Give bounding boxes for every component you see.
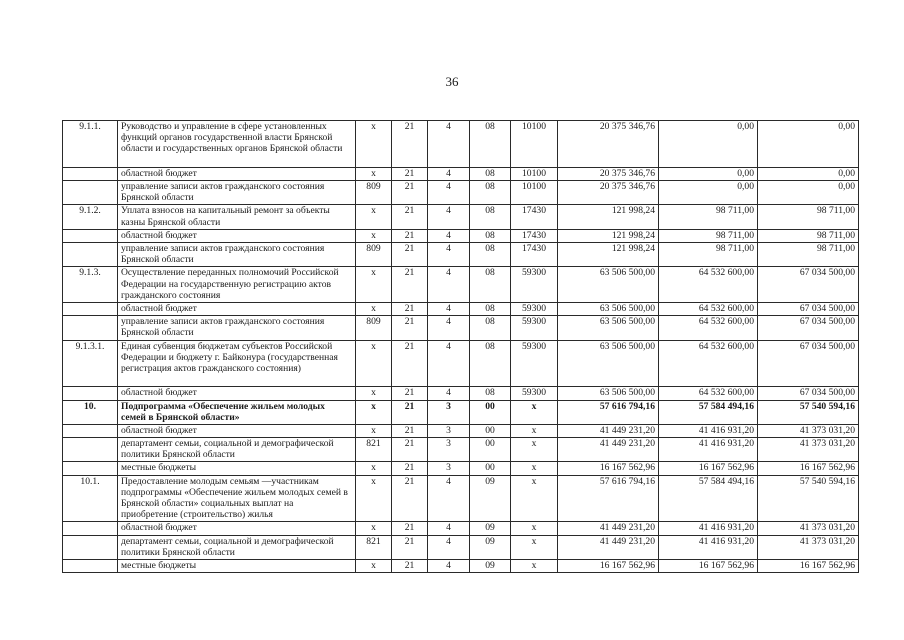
amount-year-3-cell: 41 373 031,20 xyxy=(758,522,859,535)
grbs-code-cell: 821 xyxy=(356,438,392,462)
row-name-cell: управление записи актов гражданского состояния Брянской области xyxy=(118,180,356,204)
row-number-cell: 10. xyxy=(63,400,118,424)
row-name-cell: Уплата взносов на капитальный ремонт за объекты казны Брянской области xyxy=(118,205,356,229)
subprogram-code-cell: 4 xyxy=(428,302,470,315)
amount-year-1-cell: 41 449 231,20 xyxy=(558,522,659,535)
subprogram-code-cell: 4 xyxy=(428,560,470,573)
row-name-cell: управление записи актов гражданского состояния Брянской области xyxy=(118,242,356,266)
table-row xyxy=(63,316,859,340)
table-row xyxy=(63,242,859,266)
subprogram-code-cell: 3 xyxy=(428,462,470,475)
amount-year-1-cell: 63 506 500,00 xyxy=(558,340,659,387)
amount-year-3-cell: 98 711,00 xyxy=(758,205,859,229)
grbs-code-cell: х xyxy=(356,267,392,303)
table-row xyxy=(63,267,859,303)
grbs-code-cell: х xyxy=(356,229,392,242)
row-number-cell xyxy=(63,462,118,475)
amount-year-2-cell: 16 167 562,96 xyxy=(659,560,758,573)
subprogram-code-cell: 4 xyxy=(428,205,470,229)
event-code-cell: 08 xyxy=(470,302,511,315)
table-row xyxy=(63,387,859,400)
amount-year-3-cell: 41 373 031,20 xyxy=(758,535,859,559)
amount-year-1-cell: 16 167 562,96 xyxy=(558,462,659,475)
amount-year-3-cell: 41 373 031,20 xyxy=(758,438,859,462)
budget-table-body xyxy=(63,121,859,573)
row-name-cell: местные бюджеты xyxy=(118,462,356,475)
direction-code-cell: х xyxy=(511,400,558,424)
amount-year-3-cell: 67 034 500,00 xyxy=(758,316,859,340)
amount-year-2-cell: 64 532 600,00 xyxy=(659,340,758,387)
amount-year-2-cell: 0,00 xyxy=(659,167,758,180)
table-row xyxy=(63,535,859,559)
amount-year-3-cell: 57 540 594,16 xyxy=(758,475,859,522)
event-code-cell: 08 xyxy=(470,242,511,266)
direction-code-cell: 17430 xyxy=(511,229,558,242)
table-row xyxy=(63,205,859,229)
program-code-cell: 21 xyxy=(392,302,428,315)
row-name-cell: Предоставление молодым семьям —участникам подпрограммы «Обеспечение жильем молодых семей в Брянской области» социальных выплат на приобретение (строительство) жилья xyxy=(118,475,356,522)
amount-year-2-cell: 98 711,00 xyxy=(659,229,758,242)
event-code-cell: 08 xyxy=(470,340,511,387)
event-code-cell: 00 xyxy=(470,400,511,424)
program-code-cell: 21 xyxy=(392,340,428,387)
direction-code-cell: 59300 xyxy=(511,267,558,303)
grbs-code-cell: х xyxy=(356,560,392,573)
amount-year-2-cell: 41 416 931,20 xyxy=(659,438,758,462)
grbs-code-cell: 809 xyxy=(356,316,392,340)
row-number-cell xyxy=(63,242,118,266)
row-number-cell: 9.1.3. xyxy=(63,267,118,303)
subprogram-code-cell: 4 xyxy=(428,267,470,303)
amount-year-2-cell: 64 532 600,00 xyxy=(659,302,758,315)
direction-code-cell: 10100 xyxy=(511,180,558,204)
row-name-cell: областной бюджет xyxy=(118,302,356,315)
row-name-cell: Единая субвенция бюджетам субъектов Российской Федерации и бюджету г. Байконура (государственная регистрация актов гражданского состояния) xyxy=(118,340,356,387)
amount-year-3-cell: 0,00 xyxy=(758,121,859,168)
event-code-cell: 08 xyxy=(470,316,511,340)
direction-code-cell: х xyxy=(511,535,558,559)
direction-code-cell: 59300 xyxy=(511,316,558,340)
event-code-cell: 00 xyxy=(470,438,511,462)
program-code-cell: 21 xyxy=(392,180,428,204)
grbs-code-cell: х xyxy=(356,424,392,437)
subprogram-code-cell: 3 xyxy=(428,438,470,462)
row-number-cell xyxy=(63,387,118,400)
program-code-cell: 21 xyxy=(392,438,428,462)
amount-year-3-cell: 67 034 500,00 xyxy=(758,387,859,400)
amount-year-2-cell: 64 532 600,00 xyxy=(659,267,758,303)
event-code-cell: 00 xyxy=(470,462,511,475)
event-code-cell: 08 xyxy=(470,180,511,204)
amount-year-1-cell: 41 449 231,20 xyxy=(558,535,659,559)
row-name-cell: областной бюджет xyxy=(118,167,356,180)
amount-year-2-cell: 16 167 562,96 xyxy=(659,462,758,475)
amount-year-1-cell: 121 998,24 xyxy=(558,229,659,242)
direction-code-cell: 59300 xyxy=(511,302,558,315)
event-code-cell: 08 xyxy=(470,167,511,180)
subprogram-code-cell: 4 xyxy=(428,340,470,387)
amount-year-3-cell: 41 373 031,20 xyxy=(758,424,859,437)
grbs-code-cell: 809 xyxy=(356,242,392,266)
grbs-code-cell: х xyxy=(356,462,392,475)
row-name-cell: Осуществление переданных полномочий Российской Федерации на государственную регистрацию актов гражданского состояния xyxy=(118,267,356,303)
program-code-cell: 21 xyxy=(392,387,428,400)
program-code-cell: 21 xyxy=(392,229,428,242)
table-row xyxy=(63,180,859,204)
program-code-cell: 21 xyxy=(392,121,428,168)
event-code-cell: 09 xyxy=(470,475,511,522)
grbs-code-cell: 821 xyxy=(356,535,392,559)
amount-year-2-cell: 98 711,00 xyxy=(659,205,758,229)
amount-year-3-cell: 67 034 500,00 xyxy=(758,340,859,387)
direction-code-cell: х xyxy=(511,462,558,475)
subprogram-code-cell: 4 xyxy=(428,387,470,400)
event-code-cell: 08 xyxy=(470,121,511,168)
amount-year-2-cell: 41 416 931,20 xyxy=(659,424,758,437)
row-number-cell xyxy=(63,560,118,573)
grbs-code-cell: х xyxy=(356,340,392,387)
grbs-code-cell: х xyxy=(356,167,392,180)
amount-year-2-cell: 57 584 494,16 xyxy=(659,400,758,424)
grbs-code-cell: 809 xyxy=(356,180,392,204)
amount-year-2-cell: 0,00 xyxy=(659,121,758,168)
row-number-cell xyxy=(63,302,118,315)
grbs-code-cell: х xyxy=(356,205,392,229)
row-number-cell: 9.1.2. xyxy=(63,205,118,229)
subprogram-code-cell: 4 xyxy=(428,121,470,168)
event-code-cell: 09 xyxy=(470,522,511,535)
row-number-cell xyxy=(63,522,118,535)
table-row xyxy=(63,424,859,437)
table-row xyxy=(63,560,859,573)
row-name-cell: областной бюджет xyxy=(118,424,356,437)
table-row xyxy=(63,121,859,168)
row-name-cell: департамент семьи, социальной и демографической политики Брянской области xyxy=(118,438,356,462)
subprogram-code-cell: 4 xyxy=(428,475,470,522)
row-name-cell: Подпрограмма «Обеспечение жильем молодых семей в Брянской области» xyxy=(118,400,356,424)
table-row xyxy=(63,340,859,387)
row-number-cell xyxy=(63,180,118,204)
subprogram-code-cell: 3 xyxy=(428,400,470,424)
table-row xyxy=(63,462,859,475)
amount-year-1-cell: 63 506 500,00 xyxy=(558,387,659,400)
direction-code-cell: 17430 xyxy=(511,205,558,229)
subprogram-code-cell: 4 xyxy=(428,229,470,242)
amount-year-3-cell: 98 711,00 xyxy=(758,229,859,242)
amount-year-2-cell: 0,00 xyxy=(659,180,758,204)
amount-year-3-cell: 67 034 500,00 xyxy=(758,267,859,303)
row-name-cell: областной бюджет xyxy=(118,387,356,400)
table-row xyxy=(63,475,859,522)
row-name-cell: департамент семьи, социальной и демографической политики Брянской области xyxy=(118,535,356,559)
direction-code-cell: х xyxy=(511,424,558,437)
direction-code-cell: 59300 xyxy=(511,387,558,400)
row-number-cell xyxy=(63,229,118,242)
amount-year-3-cell: 16 167 562,96 xyxy=(758,462,859,475)
amount-year-3-cell: 98 711,00 xyxy=(758,242,859,266)
program-code-cell: 21 xyxy=(392,205,428,229)
amount-year-2-cell: 41 416 931,20 xyxy=(659,535,758,559)
row-name-cell: местные бюджеты xyxy=(118,560,356,573)
direction-code-cell: х xyxy=(511,438,558,462)
row-number-cell: 9.1.1. xyxy=(63,121,118,168)
program-code-cell: 21 xyxy=(392,560,428,573)
amount-year-1-cell: 41 449 231,20 xyxy=(558,424,659,437)
amount-year-2-cell: 57 584 494,16 xyxy=(659,475,758,522)
amount-year-2-cell: 64 532 600,00 xyxy=(659,316,758,340)
row-number-cell: 10.1. xyxy=(63,475,118,522)
program-code-cell: 21 xyxy=(392,400,428,424)
table-row xyxy=(63,438,859,462)
program-code-cell: 21 xyxy=(392,462,428,475)
row-name-cell: Руководство и управление в сфере установленных функций органов государственной власти Брянской области и государственных органов Брянской области xyxy=(118,121,356,168)
amount-year-1-cell: 16 167 562,96 xyxy=(558,560,659,573)
subprogram-code-cell: 4 xyxy=(428,167,470,180)
amount-year-1-cell: 57 616 794,16 xyxy=(558,400,659,424)
subprogram-code-cell: 3 xyxy=(428,424,470,437)
amount-year-1-cell: 121 998,24 xyxy=(558,205,659,229)
subprogram-code-cell: 4 xyxy=(428,535,470,559)
program-code-cell: 21 xyxy=(392,424,428,437)
amount-year-2-cell: 41 416 931,20 xyxy=(659,522,758,535)
program-code-cell: 21 xyxy=(392,522,428,535)
row-number-cell xyxy=(63,316,118,340)
amount-year-1-cell: 63 506 500,00 xyxy=(558,267,659,303)
grbs-code-cell: х xyxy=(356,302,392,315)
grbs-code-cell: х xyxy=(356,121,392,168)
program-code-cell: 21 xyxy=(392,535,428,559)
program-code-cell: 21 xyxy=(392,316,428,340)
table-row xyxy=(63,522,859,535)
row-number-cell: 9.1.3.1. xyxy=(63,340,118,387)
program-code-cell: 21 xyxy=(392,475,428,522)
event-code-cell: 08 xyxy=(470,387,511,400)
row-number-cell xyxy=(63,535,118,559)
program-code-cell: 21 xyxy=(392,242,428,266)
direction-code-cell: 10100 xyxy=(511,167,558,180)
event-code-cell: 09 xyxy=(470,535,511,559)
subprogram-code-cell: 4 xyxy=(428,316,470,340)
subprogram-code-cell: 4 xyxy=(428,242,470,266)
grbs-code-cell: х xyxy=(356,387,392,400)
amount-year-3-cell: 16 167 562,96 xyxy=(758,560,859,573)
table-row xyxy=(63,167,859,180)
table-row xyxy=(63,229,859,242)
grbs-code-cell: х xyxy=(356,400,392,424)
event-code-cell: 08 xyxy=(470,267,511,303)
amount-year-3-cell: 57 540 594,16 xyxy=(758,400,859,424)
amount-year-1-cell: 63 506 500,00 xyxy=(558,302,659,315)
amount-year-1-cell: 20 375 346,76 xyxy=(558,180,659,204)
amount-year-3-cell: 0,00 xyxy=(758,180,859,204)
amount-year-3-cell: 0,00 xyxy=(758,167,859,180)
row-name-cell: областной бюджет xyxy=(118,522,356,535)
subprogram-code-cell: 4 xyxy=(428,522,470,535)
event-code-cell: 08 xyxy=(470,229,511,242)
table-row xyxy=(63,400,859,424)
direction-code-cell: х xyxy=(511,522,558,535)
amount-year-1-cell: 41 449 231,20 xyxy=(558,438,659,462)
amount-year-1-cell: 20 375 346,76 xyxy=(558,121,659,168)
grbs-code-cell: х xyxy=(356,475,392,522)
page-number: 36 xyxy=(445,74,459,89)
amount-year-1-cell: 121 998,24 xyxy=(558,242,659,266)
row-number-cell xyxy=(63,424,118,437)
table-row xyxy=(63,302,859,315)
amount-year-1-cell: 57 616 794,16 xyxy=(558,475,659,522)
row-number-cell xyxy=(63,438,118,462)
event-code-cell: 00 xyxy=(470,424,511,437)
amount-year-1-cell: 63 506 500,00 xyxy=(558,316,659,340)
amount-year-2-cell: 64 532 600,00 xyxy=(659,387,758,400)
row-name-cell: управление записи актов гражданского состояния Брянской области xyxy=(118,316,356,340)
budget-table xyxy=(62,120,859,573)
amount-year-3-cell: 67 034 500,00 xyxy=(758,302,859,315)
amount-year-1-cell: 20 375 346,76 xyxy=(558,167,659,180)
program-code-cell: 21 xyxy=(392,167,428,180)
event-code-cell: 09 xyxy=(470,560,511,573)
direction-code-cell: 59300 xyxy=(511,340,558,387)
direction-code-cell: 17430 xyxy=(511,242,558,266)
grbs-code-cell: х xyxy=(356,522,392,535)
subprogram-code-cell: 4 xyxy=(428,180,470,204)
row-number-cell xyxy=(63,167,118,180)
event-code-cell: 08 xyxy=(470,205,511,229)
direction-code-cell: х xyxy=(511,560,558,573)
direction-code-cell: 10100 xyxy=(511,121,558,168)
row-name-cell: областной бюджет xyxy=(118,229,356,242)
program-code-cell: 21 xyxy=(392,267,428,303)
amount-year-2-cell: 98 711,00 xyxy=(659,242,758,266)
direction-code-cell: х xyxy=(511,475,558,522)
